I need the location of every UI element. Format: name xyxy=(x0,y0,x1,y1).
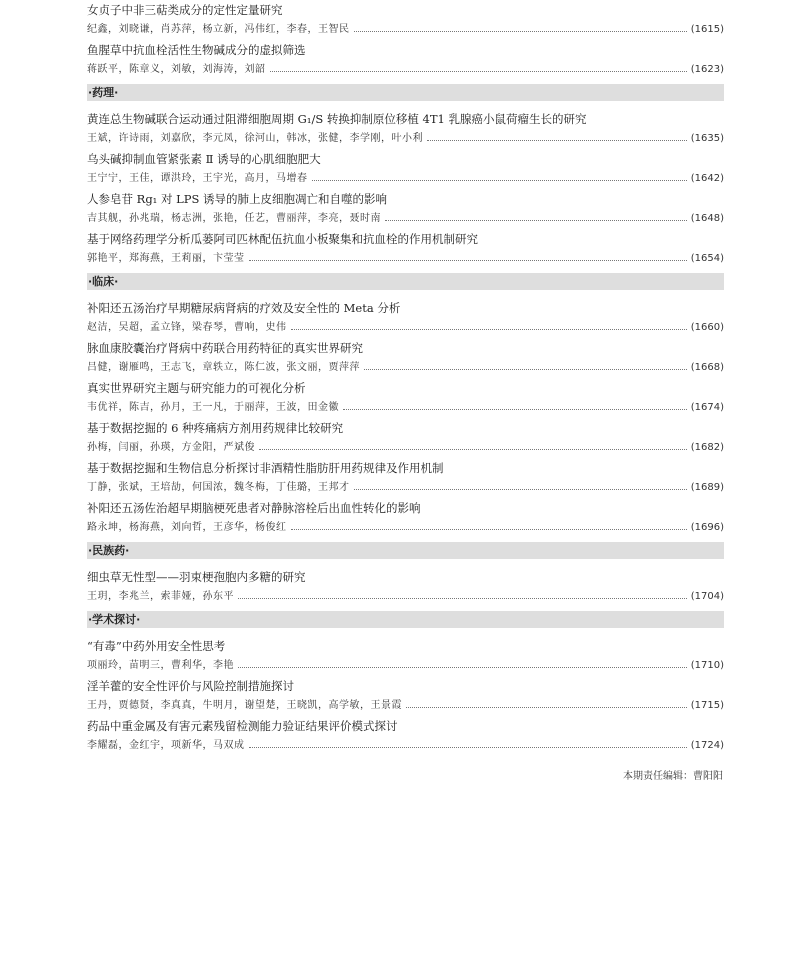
article-title[interactable]: 脉血康胶囊治疗肾病中药联合用药特征的真实世界研究 xyxy=(87,341,363,355)
toc-entry[interactable] xyxy=(87,298,724,337)
toc-entry[interactable] xyxy=(87,149,724,188)
article-authors: 王斌，许诗雨，刘嘉欣，李元凤，徐河山，韩冰，张健，李学刚，叶小利 xyxy=(87,133,423,144)
article-meta xyxy=(87,129,724,148)
article-meta xyxy=(87,398,724,417)
dot-leader xyxy=(343,409,687,410)
article-title[interactable]: 细虫草无性型——羽束梗孢胞内多糖的研究 xyxy=(87,570,306,584)
article-authors: 王丹，贾德贤，李真真，牛明月，谢望楚，王晓凯，高学敏，王景霞 xyxy=(87,700,402,711)
article-title[interactable]: 基于数据挖掘的 6 种疼痛病方剂用药规律比较研究 xyxy=(87,421,344,435)
page-number[interactable]: (1674) xyxy=(690,402,724,413)
section-heading: ·学术探讨· xyxy=(87,611,724,628)
article-meta xyxy=(87,60,724,79)
dot-leader xyxy=(259,449,687,450)
article-meta xyxy=(87,209,724,228)
page-number[interactable]: (1710) xyxy=(690,660,724,671)
article-authors: 路永坤，杨海燕，刘向哲，王彦华，杨俊红 xyxy=(87,522,287,533)
article-authors: 蒋跃平，陈章义，刘敏，刘海涛，刘韶 xyxy=(87,64,266,75)
article-meta xyxy=(87,249,724,268)
article-authors: 郭艳平，郑海燕，王莉丽，卞莹莹 xyxy=(87,253,245,264)
page-number[interactable]: (1642) xyxy=(690,173,724,184)
page-number[interactable]: (1654) xyxy=(690,253,724,264)
dot-leader xyxy=(364,369,687,370)
article-meta xyxy=(87,478,724,497)
toc-entry[interactable] xyxy=(87,458,724,497)
article-title[interactable]: 基于数据挖掘和生物信息分析探讨非酒精性脂肪肝用药规律及作用机制 xyxy=(87,461,444,475)
article-title[interactable]: 补阳还五汤佐治超早期脑梗死患者对静脉溶栓后出血性转化的影响 xyxy=(87,501,421,515)
article-meta xyxy=(87,169,724,188)
article-authors: 王玥，李兆兰，索菲娅，孙东平 xyxy=(87,591,234,602)
toc-entry[interactable] xyxy=(87,716,724,755)
section-heading: ·临床· xyxy=(87,273,724,290)
article-title[interactable]: 女贞子中非三萜类成分的定性定量研究 xyxy=(87,3,283,17)
section-heading: ·药理· xyxy=(87,84,724,101)
article-meta xyxy=(87,696,724,715)
toc-entry[interactable] xyxy=(87,567,724,606)
table-of-contents xyxy=(87,0,724,756)
article-authors: 李耀磊，金红宇，项新华，马双成 xyxy=(87,740,245,751)
page-number[interactable]: (1623) xyxy=(690,64,724,75)
dot-leader xyxy=(249,260,687,261)
article-meta xyxy=(87,656,724,675)
dot-leader xyxy=(385,220,687,221)
article-authors: 项丽玲，苗明三，曹利华，李艳 xyxy=(87,660,234,671)
toc-entry[interactable] xyxy=(87,229,724,268)
dot-leader xyxy=(354,31,687,32)
page-number[interactable]: (1635) xyxy=(690,133,724,144)
article-authors: 韦优祥，陈吉，孙月，王一凡，于丽萍，王波，田金徽 xyxy=(87,402,339,413)
article-title[interactable]: 人参皂苷 Rg₁ 对 LPS 诱导的肺上皮细胞凋亡和自噬的影响 xyxy=(87,192,388,206)
page-number[interactable]: (1668) xyxy=(690,362,724,373)
article-meta xyxy=(87,318,724,337)
dot-leader xyxy=(238,598,687,599)
dot-leader xyxy=(238,667,687,668)
toc-entry[interactable] xyxy=(87,418,724,457)
dot-leader xyxy=(249,747,687,748)
dot-leader xyxy=(270,71,687,72)
article-title[interactable]: 真实世界研究主题与研究能力的可视化分析 xyxy=(87,381,306,395)
article-meta xyxy=(87,20,724,39)
dot-leader xyxy=(427,140,687,141)
page-number[interactable]: (1704) xyxy=(690,591,724,602)
section-heading: ·民族药· xyxy=(87,542,724,559)
toc-entry[interactable] xyxy=(87,636,724,675)
article-title[interactable]: 补阳还五汤治疗早期糖尿病肾病的疗效及安全性的 Meta 分析 xyxy=(87,301,401,315)
page-number[interactable]: (1615) xyxy=(690,24,724,35)
page-number[interactable]: (1724) xyxy=(690,740,724,751)
toc-entry[interactable] xyxy=(87,189,724,228)
article-title[interactable]: “有毒”中药外用安全性思考 xyxy=(87,639,226,653)
article-authors: 吉其舰，孙兆瑞，杨志洲，张艳，任艺，曹丽萍，李亮，聂时南 xyxy=(87,213,381,224)
article-authors: 赵洁，吴超，孟立锋，梁春琴，曹响，史伟 xyxy=(87,322,287,333)
article-meta xyxy=(87,438,724,457)
page-number[interactable]: (1648) xyxy=(690,213,724,224)
dot-leader xyxy=(312,180,687,181)
article-meta xyxy=(87,736,724,755)
article-title[interactable]: 药品中重金属及有害元素残留检测能力验证结果评价模式探讨 xyxy=(87,719,398,733)
toc-entry[interactable] xyxy=(87,0,724,39)
dot-leader xyxy=(291,329,687,330)
toc-entry[interactable] xyxy=(87,338,724,377)
page-number[interactable]: (1682) xyxy=(690,442,724,453)
page-number[interactable]: (1689) xyxy=(690,482,724,493)
article-authors: 纪鑫，刘晓谦，肖苏萍，杨立新，冯伟红，李春，王智民 xyxy=(87,24,350,35)
dot-leader xyxy=(354,489,687,490)
toc-entry[interactable] xyxy=(87,40,724,79)
article-meta xyxy=(87,518,724,537)
issue-editor-note: 本期责任编辑：曹阳阳 xyxy=(623,771,723,782)
page-number[interactable]: (1715) xyxy=(690,700,724,711)
article-meta xyxy=(87,358,724,377)
article-meta xyxy=(87,587,724,606)
article-title[interactable]: 鱼腥草中抗血栓活性生物碱成分的虚拟筛选 xyxy=(87,43,306,57)
article-title[interactable]: 基于网络药理学分析瓜蒌阿司匹林配伍抗血小板聚集和抗血栓的作用机制研究 xyxy=(87,232,478,246)
page-number[interactable]: (1660) xyxy=(690,322,724,333)
article-authors: 孙梅，闫丽，孙瑛，方金阳，严斌俊 xyxy=(87,442,255,453)
article-authors: 王宁宁，王佳，谭洪玲，王宇光，高月，马增春 xyxy=(87,173,308,184)
toc-entry[interactable] xyxy=(87,676,724,715)
toc-entry[interactable] xyxy=(87,378,724,417)
dot-leader xyxy=(406,707,687,708)
dot-leader xyxy=(291,529,687,530)
page-number[interactable]: (1696) xyxy=(690,522,724,533)
article-title[interactable]: 黄连总生物碱联合运动通过阻滞细胞周期 G₁/S 转换抑制原位移植 4T1 乳腺癌小鼠荷瘤生长的研究 xyxy=(87,112,587,126)
toc-entry[interactable] xyxy=(87,109,724,148)
article-authors: 丁静，张斌，王培劼，何国浓，魏冬梅，丁佳璐，王邦才 xyxy=(87,482,350,493)
toc-entry[interactable] xyxy=(87,498,724,537)
article-title[interactable]: 淫羊藿的安全性评价与风险控制措施探讨 xyxy=(87,679,294,693)
article-authors: 吕健，谢雁鸣，王志飞，章轶立，陈仁波，张文丽，贾萍萍 xyxy=(87,362,360,373)
article-title[interactable]: 乌头碱抑制血管紧张素 Ⅱ 诱导的心肌细胞肥大 xyxy=(87,152,321,166)
